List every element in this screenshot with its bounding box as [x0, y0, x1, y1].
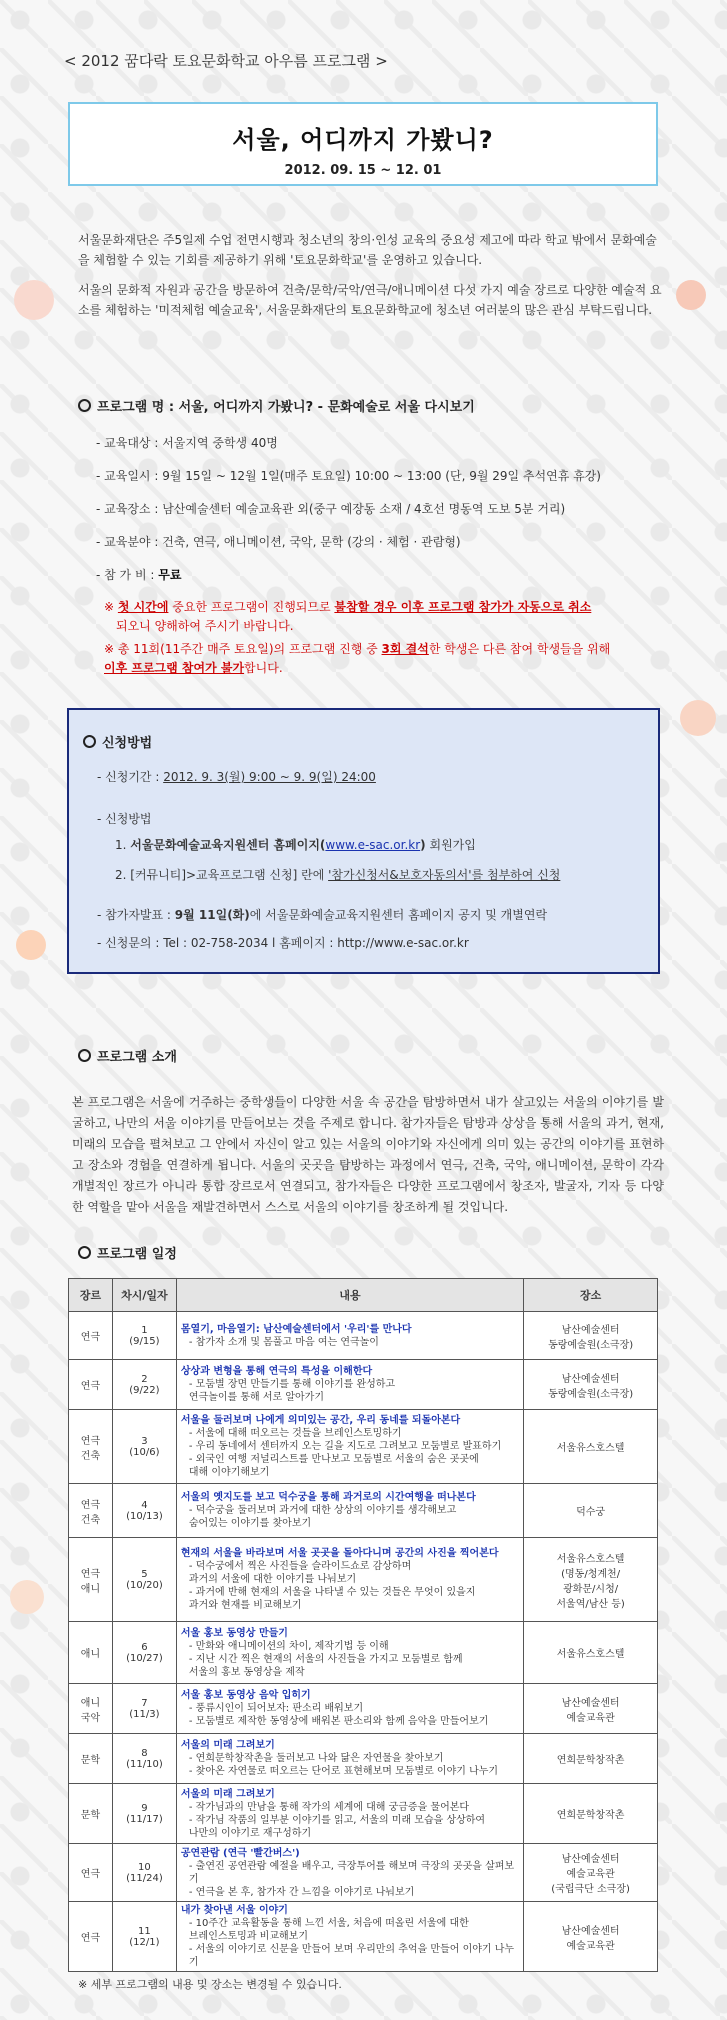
session-detail: 연극놀이를 통해 서로 알아가기: [188, 1392, 324, 1403]
cell-session: 8 (11/10): [112, 1734, 176, 1784]
session-detail: - 외국인 여행 저널리스트를 만나보고 모둠별로 서울의 숨은 곳곳에: [188, 1454, 479, 1465]
session-title: 서울의 미래 그려보기: [180, 1788, 275, 1800]
cell-session: 10 (11/24): [112, 1844, 176, 1902]
cell-content: [176, 1784, 523, 1844]
program-details-4: [96, 533, 686, 550]
session-detail: 대해 이야기해보기: [188, 1467, 270, 1478]
bullet-ring-icon: [78, 1246, 91, 1259]
session-detail: 브레인스토밍과 비교해보기: [188, 1931, 308, 1942]
session-title: 서울 홍보 동영상 음악 입히기: [180, 1690, 311, 1701]
table-row: [69, 1734, 658, 1784]
detail-label: - 교육분야 :: [96, 535, 163, 549]
program-details-2: [96, 467, 686, 484]
session-detail: - 우리 동네에서 센터까지 오는 길을 지도로 그려보고 모둠별로 발표하기: [188, 1441, 502, 1452]
cell-genre: 연극: [69, 1360, 113, 1410]
cell-content: [176, 1410, 523, 1484]
step-number: 1.: [115, 838, 131, 852]
note-text: 3회 결석: [381, 642, 429, 656]
intro-paragraph: 서울문화재단은 주5일제 수업 전면시행과 청소년의 창의·인성 교육의 중요성 제고에 따라 학교 밖에서 문화예술을 체험할 수 있는 기회를 제공하기 위해 '토요문화학교'를 운영하고 있습니다.: [78, 233, 657, 267]
program-details-3: [96, 500, 686, 517]
note-absence: [104, 640, 624, 678]
table-row: [69, 1622, 658, 1684]
schedule-table: [68, 1278, 658, 1972]
cell-place: 연희문학창작촌: [524, 1784, 658, 1844]
announce-date: 9월 11일(화): [174, 908, 250, 922]
cell-session: 4 (10/13): [112, 1484, 176, 1538]
program-intro-text: 본 프로그램은 서울에 거주하는 중학생들이 다양한 서울 속 공간을 탐방하면서 내가 살고있는 서울의 이야기를 발굴하고, 나만의 서울 이야기를 만들어보는 것을 주제로 합니다. 참가자들은 탐방과 상상을 통해 서울의 과거, 현재, 미래의 모습을 펼쳐보고 그 안에서 자신이 알고 있는 서울의 이야기와 자신에게 의미 있는 공간의 이야기를 표현하고 장소와 경험을 연결하게 됩니다. 서울의 곳곳을 탐방하는 과정에서 연극, 건축, 국악, 애니메이션, 문학이 각각 개별적인 장르가 아니라 통합 장르로서 연결되고, 참가자들은 다양한 프로그램에서 창조자, 발굴자, 기자 등 다양한 역할을 맡아 서울을 재발견하면서 스스로 서울의 이야기를 창조하게 될 것입니다.: [72, 1095, 664, 1214]
session-title: 내가 찾아낸 서울 이야기: [180, 1905, 288, 1916]
cell-session: 7 (11/3): [112, 1684, 176, 1734]
session-title: 서울을 둘러보며 나에게 의미있는 공간, 우리 동네를 되돌아본다: [180, 1415, 461, 1426]
session-detail: - 작가님과의 만남을 통해 작가의 세계에 대해 궁금증을 물어본다: [188, 1801, 470, 1813]
decor-circle: [680, 700, 716, 736]
detail-datetime: [96, 467, 686, 484]
session-detail: - 작가님 작품의 일부분 이야기를 읽고, 서울의 미래 모습을 상상하여: [188, 1814, 486, 1826]
program-intro-heading-wrap: [78, 1046, 668, 1065]
cell-content: [176, 1312, 523, 1360]
apply-contact: [97, 934, 469, 951]
cell-place: 남산예술센터 예술교육관 (국립극단 소극장): [524, 1844, 658, 1902]
cell-place: 남산예술센터 동랑예술원(소극장): [524, 1312, 658, 1360]
cell-place: 남산예술센터 예술교육관: [524, 1684, 658, 1734]
cell-genre: 문학: [69, 1784, 113, 1844]
session-detail: - 참가자 소개 및 몸풀고 마음 여는 연극놀이: [188, 1336, 379, 1348]
apply-period: [97, 768, 376, 785]
program-details: [96, 434, 686, 451]
series-label: < 2012 꿈다락 토요문화학교 아우름 프로그램 >: [64, 52, 388, 70]
application-box: [67, 708, 660, 974]
program-details-5: [96, 566, 686, 583]
session-detail: 과거와 현재를 비교해보기: [188, 1600, 302, 1611]
bullet-ring-icon: [83, 735, 96, 748]
cell-session: 6 (10/27): [112, 1622, 176, 1684]
table-row: [69, 1360, 658, 1410]
detail-fee: [96, 566, 686, 583]
cell-session: 3 (10/6): [112, 1410, 176, 1484]
decor-circle: [14, 280, 54, 320]
cell-content: [176, 1360, 523, 1410]
contact-text: Tel : 02-758-2034 l 홈페이지 : http://www.e-sac.or.kr: [163, 936, 469, 950]
table-row: [69, 1538, 658, 1622]
note-text: 한 학생은 다른 참여 학생들을 위해: [428, 642, 611, 656]
cell-place: 남산예술센터 예술교육관: [524, 1902, 658, 1972]
note-text: ※ 총 11회(11주간 매주 토요일)의 프로그램 진행 중: [104, 642, 382, 656]
table-header-row: [69, 1279, 658, 1312]
cell-place: 남산예술센터 동랑예술원(소극장): [524, 1360, 658, 1410]
session-detail: - 연극을 본 후, 참가자 간 느낌을 이야기로 나눠보기: [188, 1886, 415, 1898]
session-title: 몸열기, 마음열기: 남산예술센터에서 '우리'를 만나다: [180, 1323, 412, 1335]
table-row: [69, 1484, 658, 1538]
step-text: 회원가입: [425, 838, 476, 852]
schedule-heading-wrap: [78, 1243, 668, 1262]
cell-session: 9 (11/17): [112, 1784, 176, 1844]
program-heading: [78, 396, 668, 415]
cell-genre: 연극: [69, 1312, 113, 1360]
apply-heading-text: 신청방법: [102, 736, 153, 751]
cell-content: [176, 1684, 523, 1734]
detail-location: [96, 500, 686, 517]
table-row: [69, 1312, 658, 1360]
apply-step-1: [115, 836, 476, 853]
session-detail: - 덕수궁에서 찍은 사진들을 슬라이드쇼로 감상하며: [188, 1561, 412, 1572]
apply-label: - 신청문의 :: [97, 936, 164, 950]
session-title: 상상과 변형을 통해 연극의 특성을 이해한다: [180, 1366, 373, 1377]
cell-session: 5 (10/20): [112, 1538, 176, 1622]
table-row: [69, 1902, 658, 1972]
session-title: 서울의 미래 그려보기: [180, 1740, 275, 1751]
schedule-heading: [78, 1243, 668, 1262]
detail-value: 남산예술센터 예술교육관 외(중구 예장동 소재 / 4호선 명동역 도보 5분 거리): [162, 502, 566, 516]
detail-field: [96, 533, 686, 550]
apply-period-value: 2012. 9. 3(월) 9:00 ~ 9. 9(일) 24:00: [163, 770, 376, 784]
announce-text: 에 서울문화예술교육지원센터 홈페이지 공지 및 개별연락: [249, 908, 548, 922]
detail-value: 건축, 연극, 애니메이션, 국악, 문학 (강의 · 체험 · 관람형): [162, 535, 461, 549]
intro-paragraph: 서울의 문화적 자원과 공간을 방문하여 건축/문학/국악/연극/애니메이션 다섯 가지 예술 장르로 다양한 예술적 요소를 체험하는 '미적체험 예술교육', 서울문화재단의 토요문화학교에 청소년 여러분의 많은 관심 부탁드립니다.: [78, 283, 662, 317]
cell-content: [176, 1484, 523, 1538]
session-detail: - 찾아온 자연물로 떠오르는 단어로 표현해보며 모둠별로 이야기 나누기: [188, 1766, 499, 1777]
note-text: 중요한 프로그램이 진행되므로: [168, 600, 335, 614]
decor-circle: [16, 930, 46, 960]
footnote: ※ 세부 프로그램의 내용 및 장소는 변경될 수 있습니다.: [78, 1978, 342, 1991]
detail-value: 9월 15일 ~ 12월 1일(매주 토요일) 10:00 ~ 13:00 (단, 9월 29일 추석연휴 휴강): [162, 469, 601, 483]
session-detail: - 서울의 이야기로 신문을 만들어 보며 우리만의 추억을 만들어 이야기 나누기: [188, 1944, 515, 1968]
notes: [104, 598, 624, 678]
cell-session: 11 (12/1): [112, 1902, 176, 1972]
decor-circle: [676, 280, 706, 310]
note-text: 이후 프로그램 참여가 불가: [104, 661, 245, 675]
note-text: 합니다.: [244, 661, 283, 675]
program-heading-text: 프로그램 명 : 서울, 어디까지 가봤니? - 문화예술로 서울 다시보기: [97, 400, 475, 415]
schedule-heading-text: 프로그램 일정: [97, 1247, 177, 1262]
cell-session: 2 (9/22): [112, 1360, 176, 1410]
table-row: [69, 1410, 658, 1484]
cell-genre: 연극 애니: [69, 1538, 113, 1622]
cell-place: 연희문학창작촌: [524, 1734, 658, 1784]
note-first-session: [104, 598, 624, 636]
cell-place: 덕수궁: [524, 1484, 658, 1538]
cell-genre: 연극: [69, 1902, 113, 1972]
program-intro-heading: [78, 1046, 668, 1065]
note-text: 되오니 양해하여 주시기 바랍니다.: [116, 619, 294, 633]
apply-announce: [97, 906, 547, 923]
step-text: '참가신청서&보호자동의서'를 첨부하여 신청: [328, 868, 561, 882]
session-detail: 과거의 서울에 대한 이야기를 나눠보기: [188, 1574, 357, 1585]
apply-label: - 신청기간 :: [97, 770, 164, 784]
period-date: 2012. 09. 15 ~ 12. 01: [284, 163, 442, 178]
cell-genre: 애니: [69, 1622, 113, 1684]
apply-step-2: [115, 866, 560, 883]
apply-heading: [83, 732, 152, 751]
step-text: 서울문화예술교육지원센터 홈페이지(: [130, 838, 326, 852]
session-detail: - 출연진 공연관람 예절을 배우고, 극장투어를 해보며 극장의 곳곳을 살펴보기: [188, 1860, 515, 1885]
bullet-ring-icon: [78, 399, 91, 412]
apply-label: - 참가자발표 :: [97, 908, 175, 922]
session-detail: - 과거에 반해 현재의 서울을 나타낼 수 있는 것들은 무엇이 있을지: [188, 1587, 476, 1598]
step-text: ): [420, 838, 426, 852]
session-title: 서울 홍보 동영상 만들기: [180, 1627, 288, 1639]
session-detail: - 풍류시인이 되어보자: 판소리 배워보기: [188, 1703, 364, 1714]
cell-genre: 애니 국악: [69, 1684, 113, 1734]
cell-content: [176, 1844, 523, 1902]
note-text: 불참할 경우 이후 프로그램 참가가 자동으로 취소: [334, 600, 592, 614]
header-session: 차시/일자: [112, 1279, 176, 1312]
cell-genre: 연극 건축: [69, 1484, 113, 1538]
session-detail: - 서울에 대해 떠오르는 것들을 브레인스토밍하기: [188, 1428, 402, 1439]
cell-place: 서울유스호스텔: [524, 1622, 658, 1684]
cell-content: [176, 1622, 523, 1684]
session-detail: - 모둠별 장면 만들기를 통해 이야기를 완성하고: [188, 1379, 396, 1390]
page-title: 서울, 어디까지 가봤니?: [232, 126, 494, 154]
header-place: 장소: [524, 1279, 658, 1312]
program-intro-heading-text: 프로그램 소개: [97, 1050, 177, 1065]
table-row: [69, 1844, 658, 1902]
session-detail: 숨어있는 이야기를 찾아보기: [188, 1518, 312, 1529]
note-text: ※: [104, 600, 118, 614]
session-title: 현재의 서울을 바라보며 서울 곳곳을 돌아다니며 공간의 사진을 찍어본다: [180, 1548, 499, 1559]
session-detail: - 10주간 교육활동을 통해 느낀 서울, 처음에 떠올린 서울에 대한: [188, 1918, 469, 1929]
session-detail: - 모둠별로 제작한 동영상에 배워본 판소리와 함께 음악을 만들어보기: [188, 1716, 489, 1727]
bullet-ring-icon: [78, 1049, 91, 1062]
session-detail: 나만의 이야기로 재구성하기: [188, 1827, 312, 1839]
session-detail: 서울의 홍보 동영상을 제작: [188, 1666, 305, 1678]
session-title: 공연관람 (연극 '빨간버스'): [180, 1847, 300, 1859]
detail-label: - 교육장소 :: [96, 502, 163, 516]
detail-label: - 참 가 비 :: [96, 568, 159, 582]
program-section: [78, 396, 668, 415]
detail-target: [96, 434, 686, 451]
detail-value: 무료: [158, 568, 182, 582]
cell-place: 서울유스호스텔 (명동/청계천/ 광화문/시청/ 서울역/남산 등): [524, 1538, 658, 1622]
note-text: 첫 시간에: [117, 600, 169, 614]
cell-genre: 문학: [69, 1734, 113, 1784]
session-title: 서울의 옛지도를 보고 덕수궁을 통해 과거로의 시간여행을 떠나본다: [180, 1492, 476, 1503]
table-row: [69, 1784, 658, 1844]
detail-label: - 교육대상 :: [96, 436, 163, 450]
intro-section: [78, 230, 668, 330]
homepage-link[interactable]: www.e-sac.or.kr: [325, 838, 421, 852]
title-box: [68, 102, 658, 186]
cell-genre: 연극: [69, 1844, 113, 1902]
cell-genre: 연극 건축: [69, 1410, 113, 1484]
session-detail: - 지난 시간 찍은 현재의 서울의 사진들을 가지고 모둠별로 함께: [188, 1653, 463, 1665]
header-content: 내용: [176, 1279, 523, 1312]
session-detail: - 덕수궁을 둘러보며 과거에 대한 상상의 이야기를 생각해보고: [188, 1505, 457, 1516]
decor-circle: [10, 1580, 44, 1614]
detail-value: 서울지역 중학생 40명: [162, 436, 278, 450]
session-detail: - 만화와 애니메이션의 차이, 제작기법 등 이해: [188, 1640, 389, 1652]
cell-session: 1 (9/15): [112, 1312, 176, 1360]
header-genre: 장르: [69, 1279, 113, 1312]
detail-label: - 교육일시 :: [96, 469, 163, 483]
step-text: 2. [커뮤니티]>교육프로그램 신청] 란에: [115, 868, 329, 882]
apply-method-label: - 신청방법: [97, 812, 152, 826]
cell-content: [176, 1902, 523, 1972]
cell-place: 서울유스호스텔: [524, 1410, 658, 1484]
session-detail: - 연희문학창작촌을 둘러보고 나와 닮은 자연물을 찾아보기: [188, 1753, 444, 1764]
cell-content: [176, 1734, 523, 1784]
cell-content: [176, 1538, 523, 1622]
table-row: [69, 1684, 658, 1734]
